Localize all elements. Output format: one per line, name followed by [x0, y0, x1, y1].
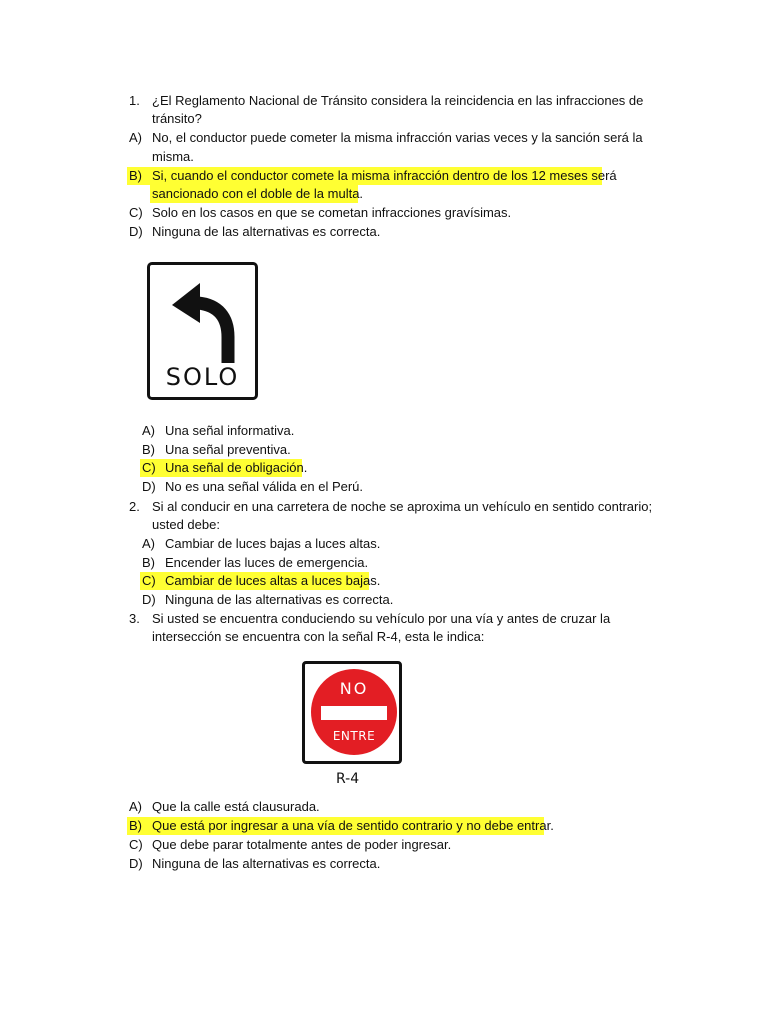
- question-2-cont: usted debe:: [152, 517, 220, 532]
- option-text: No es una señal válida en el Perú.: [165, 479, 364, 494]
- sign-text: SOLO: [165, 363, 240, 391]
- option-letter: D): [129, 224, 143, 239]
- sign-caption: R-4: [336, 771, 360, 787]
- option-letter: A): [142, 536, 155, 551]
- option-text: Que debe parar totalmente antes de poder ingresar.: [152, 837, 452, 852]
- option-letter: C): [142, 460, 156, 475]
- option-text: Ninguna de las alternativas es correcta.: [165, 592, 394, 607]
- option-letter: D): [142, 592, 156, 607]
- option-letter: C): [129, 837, 143, 852]
- option-letter: D): [142, 479, 156, 494]
- question-1-cont: tránsito?: [152, 111, 202, 126]
- option-text: Que está por ingresar a una vía de sentido contrario y no debe entrar.: [152, 818, 554, 833]
- option-b-cont: sancionado con el doble de la multa.: [152, 186, 364, 201]
- option-letter: B): [142, 555, 155, 570]
- option-letter: A): [142, 423, 155, 438]
- option-letter: D): [129, 856, 143, 871]
- question-number: 1.: [129, 93, 140, 108]
- option-text: Ninguna de las alternativas es correcta.: [152, 856, 381, 871]
- option-text: Ninguna de las alternativas es correcta.: [152, 224, 381, 239]
- question-text: Si usted se encuentra conduciendo su vehículo por una vía y antes de cruzar la: [152, 611, 611, 626]
- sign-bottom-text: ENTRE: [332, 729, 376, 743]
- sign-top-text: NO: [339, 679, 369, 698]
- option-letter: B): [142, 442, 155, 457]
- option-text: Solo en los casos en que se cometan infracciones gravísimas.: [152, 205, 512, 220]
- question-text: Si al conducir en una carretera de noche se aproxima un vehículo en sentido contrario;: [152, 499, 653, 514]
- option-letter: A): [129, 799, 142, 814]
- question-text: ¿El Reglamento Nacional de Tránsito considera la reincidencia en las infracciones de: [152, 93, 644, 108]
- option-text: Una señal informativa.: [165, 423, 295, 438]
- solo-turn-left-sign: [147, 262, 258, 400]
- option-text: No, el conductor puede cometer la misma infracción varias veces y la sanción será la: [152, 130, 643, 145]
- option-letter: A): [129, 130, 142, 145]
- no-entry-circle: [311, 669, 397, 755]
- option-text: Cambiar de luces altas a luces bajas.: [165, 573, 381, 588]
- option-letter: B): [129, 818, 142, 833]
- option-text: Cambiar de luces bajas a luces altas.: [165, 536, 381, 551]
- option-text: Una señal de obligación.: [165, 460, 308, 475]
- left-turn-arrow-icon: [168, 279, 240, 365]
- option-a-cont: misma.: [152, 149, 194, 164]
- question-number: 2.: [129, 499, 140, 514]
- option-text: Que la calle está clausurada.: [152, 799, 320, 814]
- option-text: Encender las luces de emergencia.: [165, 555, 369, 570]
- option-letter: B): [129, 168, 142, 183]
- option-letter: C): [129, 205, 143, 220]
- question-number: 3.: [129, 611, 140, 626]
- no-entry-sign: [302, 661, 402, 764]
- option-text: Una señal preventiva.: [165, 442, 291, 457]
- option-letter: C): [142, 573, 156, 588]
- no-entry-bar: [321, 706, 387, 720]
- question-3-cont: intersección se encuentra con la señal R-4, esta le indica:: [152, 629, 485, 644]
- option-text: Si, cuando el conductor comete la misma infracción dentro de los 12 meses será: [152, 168, 617, 183]
